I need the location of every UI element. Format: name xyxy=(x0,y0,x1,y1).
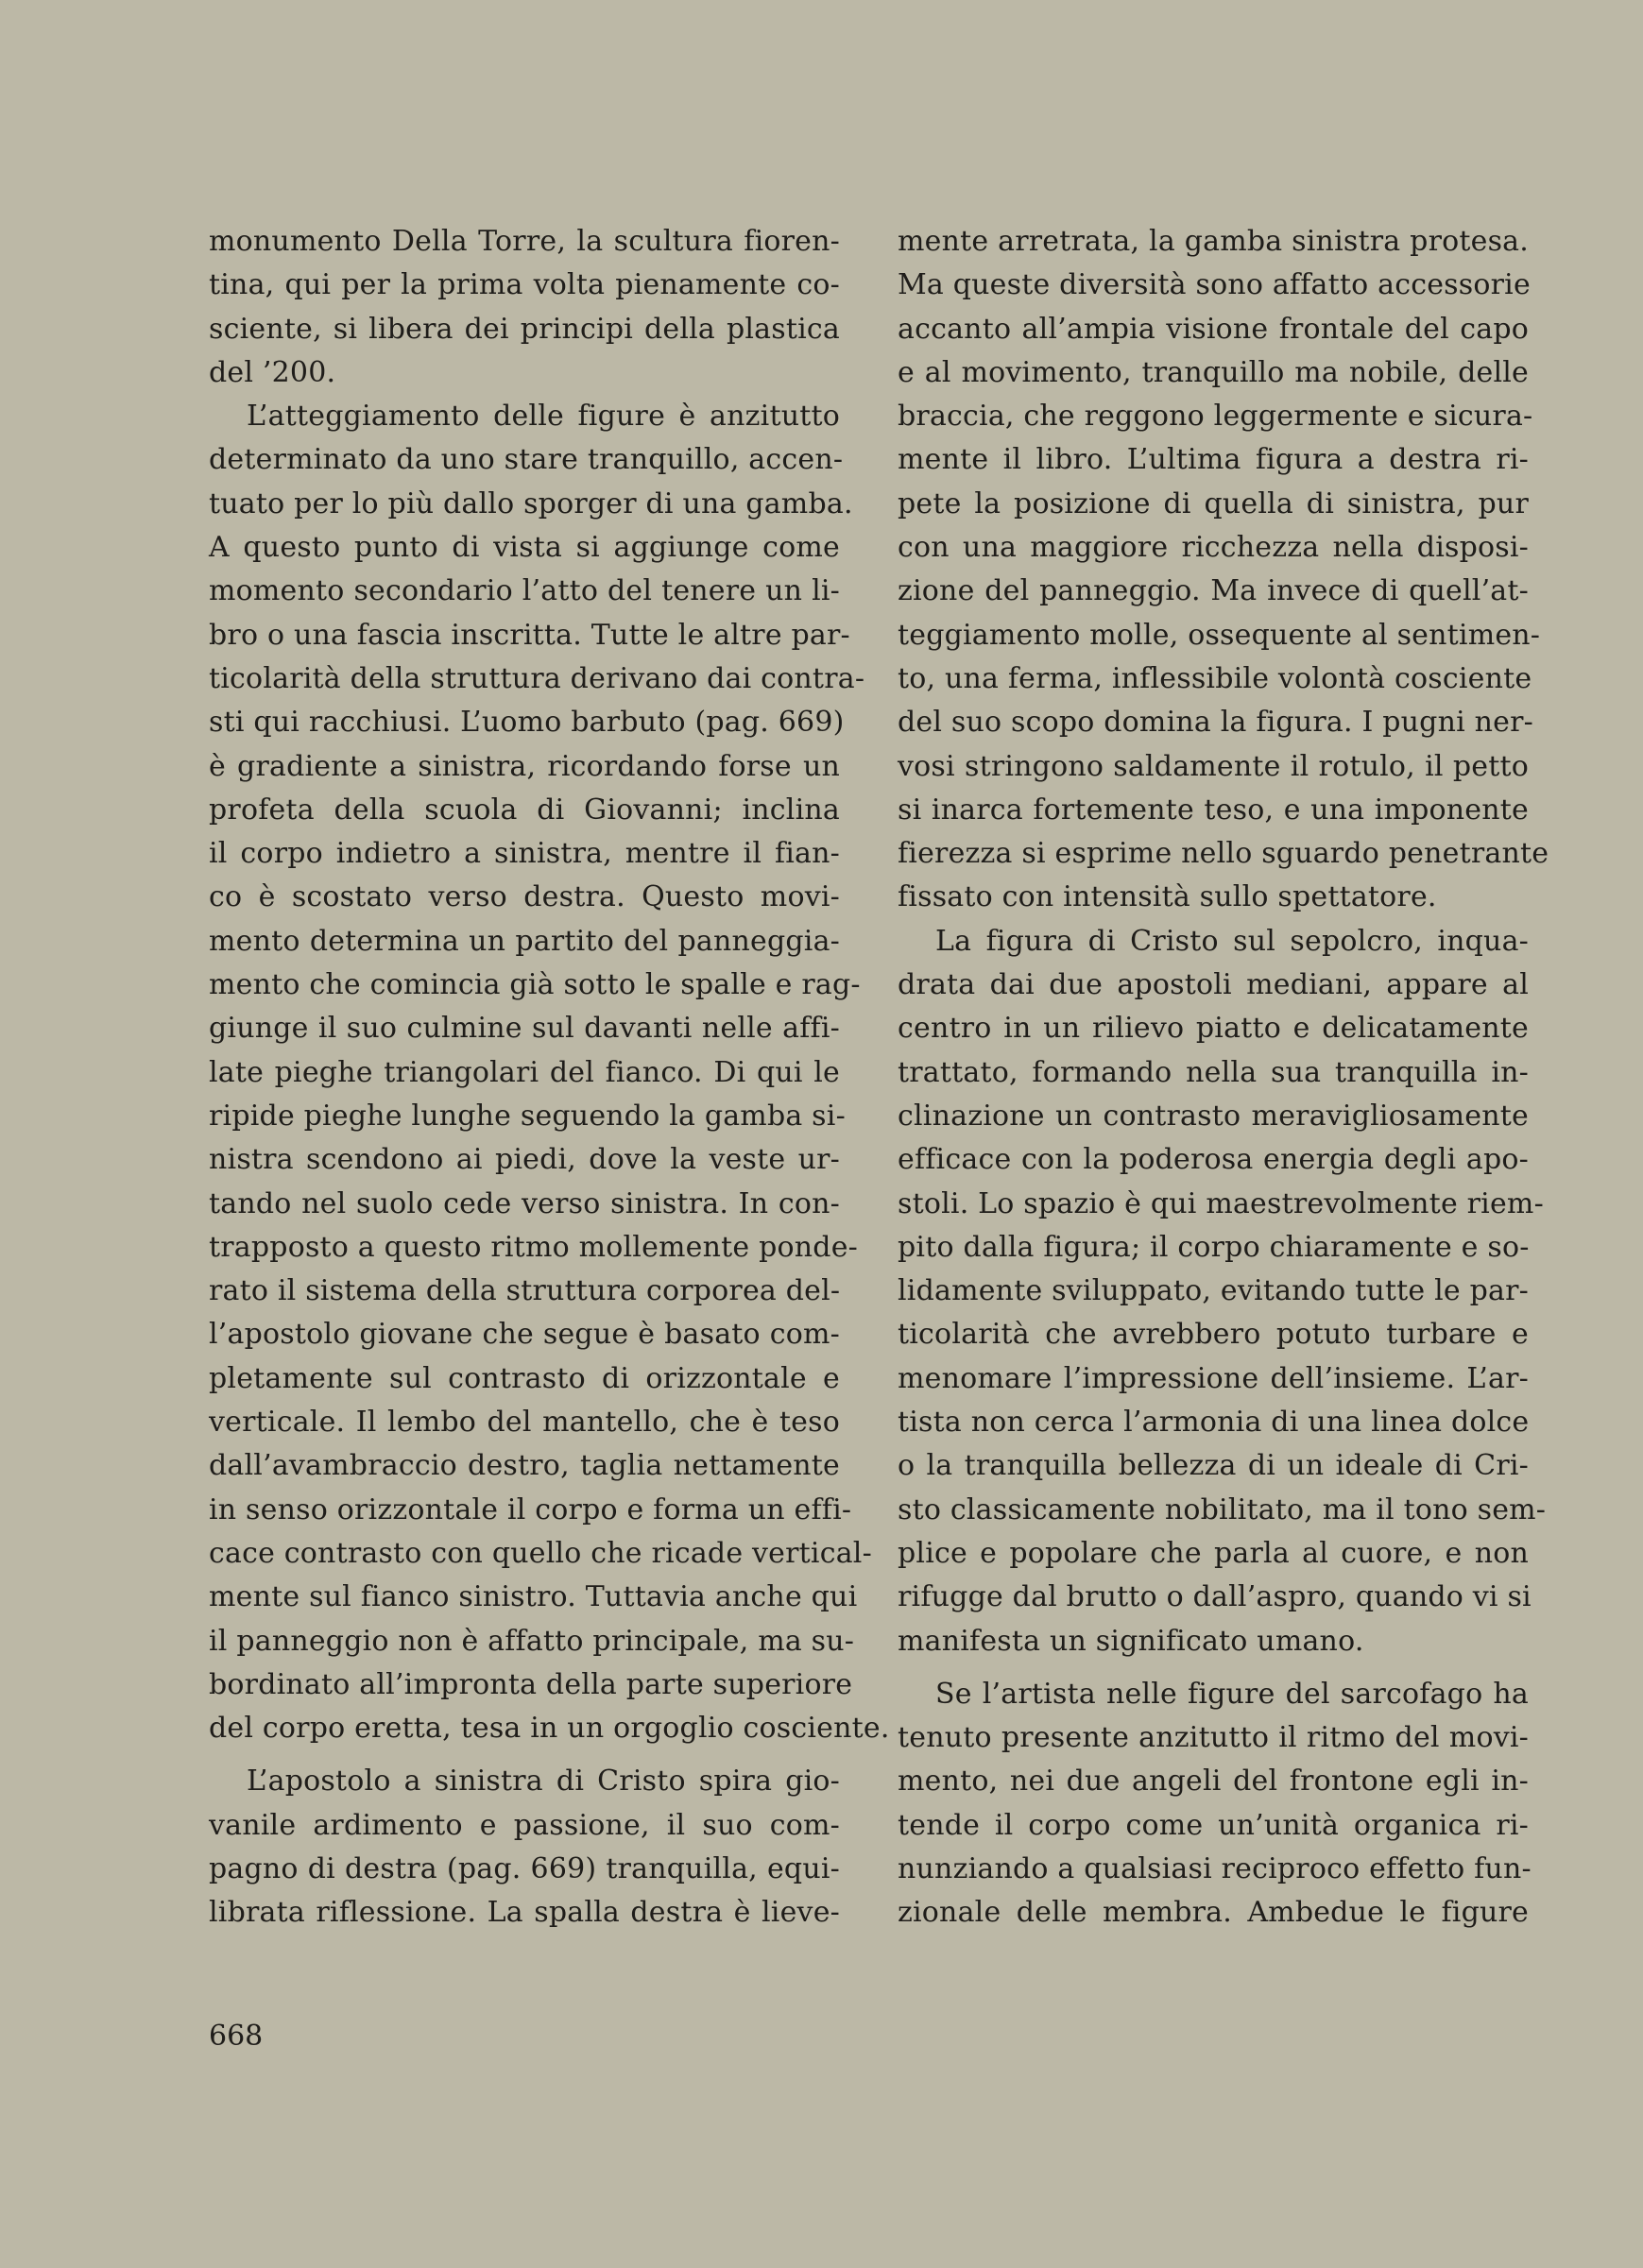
text-line: clinazione un contrasto meravigliosamente xyxy=(898,1099,1529,1133)
text-line: drata dai due apostoli mediani, appare al xyxy=(898,968,1529,1002)
text-line: fissato con intensità sullo spettatore. xyxy=(898,880,1437,914)
text-line: braccia, che reggono leggermente e sicura- xyxy=(898,400,1533,434)
text-line: giunge il suo culmine sul davanti nelle affi- xyxy=(209,1012,840,1046)
text-line: teggiamento molle, ossequente al sentimen- xyxy=(898,618,1541,652)
text-line: A questo punto di vista si aggiunge come xyxy=(209,531,840,565)
text-line: vanile ardimento e passione, il suo com- xyxy=(209,1808,840,1842)
text-line: mento che comincia già sotto le spalle e rag- xyxy=(209,968,861,1002)
text-line: sti qui racchiusi. L’uomo barbuto (pag. 669) xyxy=(209,706,845,740)
text-line: Se l’artista nelle figure del sarcofago ha xyxy=(935,1677,1529,1711)
text-line: bro o una fascia inscritta. Tutte le altre par- xyxy=(209,618,850,652)
text-line: tende il corpo come un’unità organica ri- xyxy=(898,1808,1529,1842)
text-line: del ’200. xyxy=(209,355,336,389)
text-line: lidamente sviluppato, evitando tutte le par- xyxy=(898,1274,1529,1308)
text-line: profeta della scuola di Giovanni; inclina xyxy=(209,793,840,827)
text-line: verticale. Il lembo del mantello, che è teso xyxy=(209,1406,840,1440)
text-line: librata riflessione. La spalla destra è lieve- xyxy=(209,1896,840,1930)
text-line: rifugge dal brutto o dall’aspro, quando vi si xyxy=(898,1580,1532,1614)
text-line: pletamente sul contrasto di orizzontale e xyxy=(209,1361,840,1395)
text-line: trapposto a questo ritmo mollemente ponde- xyxy=(209,1230,858,1264)
text-line: menomare l’impressione dell’insieme. L’ar- xyxy=(898,1361,1529,1395)
text-line: La figura di Cristo sul sepolcro, inqua- xyxy=(935,924,1529,958)
text-line: il panneggio non è affatto principale, ma su- xyxy=(209,1624,855,1658)
text-line: L’apostolo a sinistra di Cristo spira gio- xyxy=(247,1765,840,1799)
text-line: tenuto presente anzitutto il ritmo del movi- xyxy=(898,1721,1529,1755)
text-line: plice e popolare che parla al cuore, e non xyxy=(898,1536,1529,1570)
text-line: determinato da uno stare tranquillo, accen- xyxy=(209,443,844,477)
text-line: momento secondario l’atto del tenere un li- xyxy=(209,574,840,608)
text-line: pito dalla figura; il corpo chiaramente e so- xyxy=(898,1230,1530,1264)
text-line: trattato, formando nella sua tranquilla in- xyxy=(898,1055,1529,1089)
text-line: del suo scopo domina la figura. I pugni ner- xyxy=(898,706,1533,740)
text-line: rato il sistema della struttura corporea del- xyxy=(209,1274,841,1308)
text-line: mente arretrata, la gamba sinistra protesa. xyxy=(898,225,1529,258)
text-line: bordinato all’impronta della parte superiore xyxy=(209,1667,853,1701)
text-line: centro in un rilievo piatto e delicatamente xyxy=(898,1012,1529,1046)
text-line: o la tranquilla bellezza di un ideale di Cri- xyxy=(898,1449,1529,1483)
page-number: 668 xyxy=(209,2020,264,2053)
text-line: con una maggiore ricchezza nella disposi- xyxy=(898,531,1529,565)
text-line: efficace con la poderosa energia degli apo- xyxy=(898,1143,1529,1177)
text-line: to, una ferma, inflessibile volontà cosciente xyxy=(898,661,1532,695)
text-line: ticolarità che avrebbero potuto turbare e xyxy=(898,1318,1529,1352)
text-line: l’apostolo giovane che segue è basato com- xyxy=(209,1318,840,1352)
text-line: zionale delle membra. Ambedue le figure xyxy=(898,1896,1529,1930)
text-line: mente il libro. L’ultima figura a destra ri- xyxy=(898,443,1529,477)
text-line: tando nel suolo cede verso sinistra. In con- xyxy=(209,1186,840,1220)
text-line: ticolarità della struttura derivano dai contra- xyxy=(209,661,865,695)
text-line: ripide pieghe lunghe seguendo la gamba si- xyxy=(209,1099,846,1133)
text-line: dall’avambraccio destro, taglia nettamente xyxy=(209,1449,840,1483)
text-line: in senso orizzontale il corpo e forma un effi- xyxy=(209,1492,852,1526)
text-line: nunziando a qualsiasi reciproco effetto fun- xyxy=(898,1851,1532,1885)
text-line: è gradiente a sinistra, ricordando forse un xyxy=(209,749,840,783)
text-line: sciente, si libera dei principi della plastica xyxy=(209,312,840,346)
text-line: cace contrasto con quello che ricade vertical- xyxy=(209,1536,872,1570)
text-line: stoli. Lo spazio è qui maestrevolmente riem- xyxy=(898,1186,1544,1220)
text-line: mento determina un partito del panneggia- xyxy=(209,924,840,958)
text-line: tista non cerca l’armonia di una linea dolce xyxy=(898,1406,1530,1440)
text-line: pagno di destra (pag. 669) tranquilla, equi- xyxy=(209,1851,840,1885)
text-line: fierezza si esprime nello sguardo penetrante xyxy=(898,837,1549,871)
text-line: tina, qui per la prima volta pienamente co- xyxy=(209,268,840,302)
text-line: co è scostato verso destra. Questo movi- xyxy=(209,880,840,914)
text-line: si inarca fortemente teso, e una imponente xyxy=(898,793,1529,827)
text-line: del corpo eretta, tesa in un orgoglio cosciente. xyxy=(209,1712,890,1746)
text-line: mente sul fianco sinistro. Tuttavia anche qui xyxy=(209,1580,858,1614)
paragraph-gap xyxy=(898,1663,1529,1673)
text-line: vosi stringono saldamente il rotulo, il petto xyxy=(898,749,1529,783)
text-line: Ma queste diversità sono affatto accessorie xyxy=(898,268,1531,302)
text-line: nistra scendono ai piedi, dove la veste ur- xyxy=(209,1143,840,1177)
paragraph-gap xyxy=(209,1750,840,1760)
text-line: manifesta un significato umano. xyxy=(898,1624,1364,1658)
text-line: mento, nei due angeli del frontone egli in- xyxy=(898,1765,1529,1799)
text-line: zione del panneggio. Ma invece di quell’at- xyxy=(898,574,1529,608)
text-line: pete la posizione di quella di sinistra, pur xyxy=(898,486,1529,520)
left-text-column xyxy=(209,220,890,1935)
text-line: monumento Della Torre, la scultura fioren- xyxy=(209,225,840,258)
text-line: sto classicamente nobilitato, ma il tono sem- xyxy=(898,1492,1547,1526)
text-line: tuato per lo più dallo sporger di una gamba. xyxy=(209,486,853,520)
right-text-column xyxy=(898,220,1549,1935)
text-line: late pieghe triangolari del fianco. Di qui le xyxy=(209,1055,840,1089)
text-line: accanto all’ampia visione frontale del capo xyxy=(898,312,1529,346)
text-line: L’atteggiamento delle figure è anzitutto xyxy=(247,400,840,434)
text-line: il corpo indietro a sinistra, mentre il fian- xyxy=(209,837,840,871)
text-line: e al movimento, tranquillo ma nobile, delle xyxy=(898,355,1529,389)
